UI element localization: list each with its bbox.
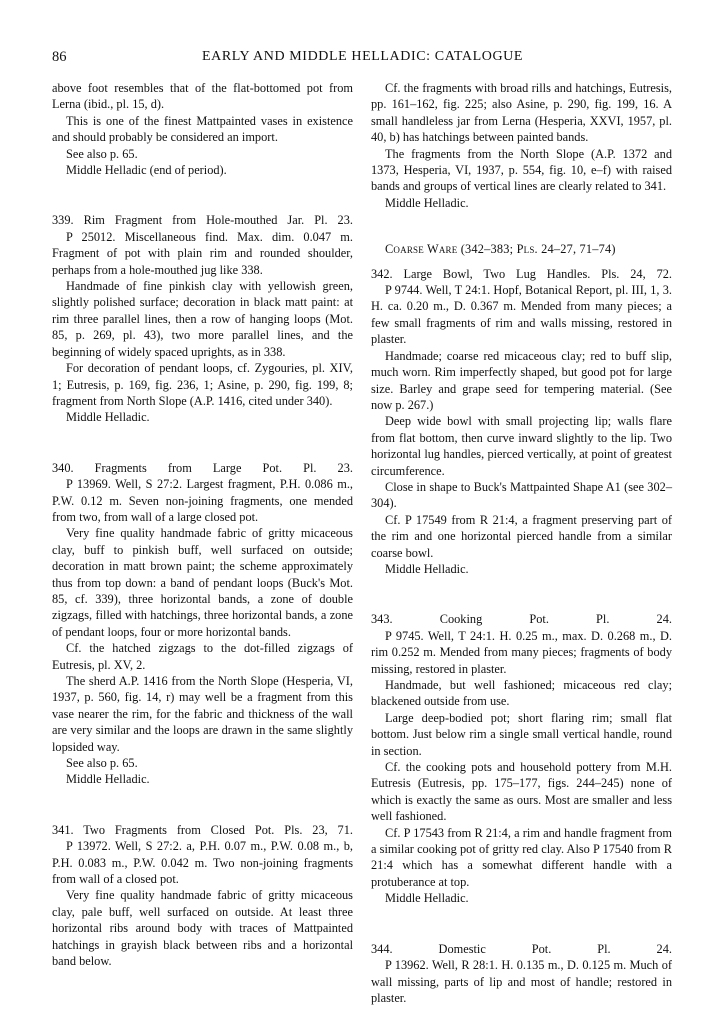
- paragraph: Very fine quality handmade fabric of gritty micaceous clay, pale buff, well surfaced on outside. At least three horizontal ribs around body with traces of Mattpainted hatchings in grayish black between ribs and a horizontal band below.: [52, 888, 353, 969]
- paragraph: Middle Helladic (end of period).: [66, 163, 227, 178]
- paragraph: Cf. P 17543 from R 21:4, a rim and handle fragment from a similar cooking pot of gritty red clay. Also P 17540 from R 21:4 which has a somewhat different handle with a protuberance at top.: [371, 825, 672, 889]
- paragraph: P 13962. Well, R 28:1. H. 0.135 m., D. 0.125 m. Much of wall missing, parts of lip and most of handle; restored in plaster.: [371, 958, 672, 1005]
- entry-heading-343: 343. Cooking Pot. Pl. 24.: [371, 612, 672, 627]
- paragraph: P 13972. Well, S 27:2. a, P.H. 0.07 m., P.W. 0.08 m., b, P.H. 0.083 m., P.W. 0.042 m. Two non-joining fragments from wall of a closed pot.: [52, 839, 353, 887]
- paragraph: Deep wide bowl with small projecting lip; walls flare from flat bottom, then curve inward slightly to the lip. Two horizontal lug handles, pierced vertically, at point of greatest circumference.: [371, 414, 672, 478]
- right-column: [371, 80, 672, 1006]
- paragraph: P 9744. Well, T 24:1. Hopf, Botanical Report, pl. III, 1, 3. H. ca. 0.20 m., D. 0.367 m. Mended from many pieces; a few small fragments of rim and walls missing, restored in plaster.: [371, 283, 672, 347]
- running-title: EARLY AND MIDDLE HELLADIC: CATALOGUE: [201, 49, 524, 64]
- paragraph: P 13969. Well, S 27:2. Largest fragment, P.H. 0.086 m., P.W. 0.12 m. Seven non-joining fragments, one mended from two, from wall of a large closed pot.: [52, 477, 353, 524]
- paragraph: Handmade; coarse red micaceous clay; red to buff slip, much worn. Rim imperfectly shaped, but good pot for large size. Barley and grape seed for tempering material. (See now p. 267.): [371, 348, 672, 412]
- paragraph: Cf. P 17549 from R 21:4, a fragment preserving part of the rim and one horizontal pierced handle from a similar coarse bowl.: [371, 512, 672, 560]
- paragraph: The fragments from the North Slope (A.P. 1372 and 1373, Hesperia, VI, 1937, p. 554, fig. 10, e–f) with raised bands and groups of vertical lines are clearly related to 341.: [371, 146, 672, 194]
- paragraph: Middle Helladic.: [385, 891, 469, 906]
- paragraph: For decoration of pendant loops, cf. Zygouries, pl. XIV, 1; Eutresis, p. 169, fig. 236, 1; Asine, p. 290, fig. 199, 8; fragment from North Slope (A.P. 1416, cited under 340).: [52, 361, 353, 408]
- paragraph: The sherd A.P. 1416 from the North Slope (Hesperia, VI, 1937, p. 560, fig. 14, r) may well be a fragment from this vase nearer the rim, for the fabric and thickness of the wall are very similar and the loops are drawn in the same slightly lopsided way.: [52, 674, 353, 754]
- paragraph: Handmade of fine pinkish clay with yellowish green, slightly polished surface; decoration in black matt paint: at rim three parallel lines, then a row of hanging loops (Mot. 85, p. 269, pl. 43), two more parallel lines, and the beginning of widely spaced uprights, as in 338.: [52, 279, 353, 359]
- running-header: [52, 49, 673, 69]
- paragraph: Handmade, but well fashioned; micaceous red clay; blackened outside from use.: [371, 678, 672, 709]
- paragraph: Middle Helladic.: [66, 772, 150, 787]
- paragraph: Middle Helladic.: [385, 195, 469, 210]
- paragraph: P 25012. Miscellaneous find. Max. dim. 0.047 m. Fragment of pot with plain rim and rounded shoulder, perhaps from a hole-mouthed jug like 338.: [52, 229, 353, 277]
- entry-heading-340: 340. Fragments from Large Pot. Pl. 23.: [52, 460, 353, 475]
- entry-heading-339: 339. Rim Fragment from Hole-mouthed Jar. Pl. 23.: [52, 213, 353, 228]
- paragraph: See also p. 65.: [66, 146, 138, 161]
- paragraph: P 9745. Well, T 24:1. H. 0.25 m., max. D. 0.268 m., D. rim 0.252 m. Mended from many pieces; fragments of body missing, restored in plaster.: [371, 628, 672, 676]
- paragraph: Cf. the cooking pots and household pottery from M.H. Eutresis (Eutresis, pp. 175–177, figs. 244–245) none of which is exactly the same as ours. Most are smaller and less well fashioned.: [371, 760, 672, 824]
- entry-heading-341: 341. Two Fragments from Closed Pot. Pls. 23, 71.: [52, 822, 353, 837]
- entry-heading-344: 344. Domestic Pot. Pl. 24.: [371, 941, 672, 956]
- paragraph: Middle Helladic.: [66, 410, 150, 425]
- left-column: [52, 80, 353, 970]
- paragraph: Large deep-bodied pot; short flaring rim; small flat bottom. Just below rim a single small vertical handle, round in section.: [371, 710, 672, 758]
- paragraph: above foot resembles that of the flat-bottomed pot from Lerna (ibid., pl. 15, d).: [52, 81, 353, 112]
- paragraph: Close in shape to Buck's Mattpainted Shape A1 (see 302–304).: [371, 479, 672, 511]
- entry-heading-342: 342. Large Bowl, Two Lug Handles. Pls. 24, 72.: [371, 266, 672, 281]
- paragraph: Middle Helladic.: [385, 561, 469, 576]
- paragraph: Very fine quality handmade fabric of gritty micaceous clay, buff to pinkish buff, well surfaced on outside; decoration in matt brown paint; the scheme approximately thus from top down: a band of pendant loops (Buck's Mot. 85, cf. 339), three horizontal bands, a zone of double zigzags, filled with hatchings, three horizontal bands, a zone of pendant loops, four or more horizontal bands.: [52, 526, 353, 639]
- page-number: 86: [52, 49, 67, 65]
- paragraph: Cf. the hatched zigzags to the dot-filled zigzags of Eutresis, pl. XV, 2.: [52, 641, 353, 672]
- paragraph: Cf. the fragments with broad rills and hatchings, Eutresis, pp. 161–162, fig. 225; also Asine, p. 290, fig. 199, 16. A small handleless jar from Lerna (Hesperia, XXVI, 1957, pl. 40, b) has hatchings between painted bands.: [371, 81, 672, 145]
- paragraph: See also p. 65.: [66, 756, 138, 771]
- section-heading: Coarse Ware (342–383; Pls. 24–27, 71–74): [385, 242, 616, 257]
- paragraph: This is one of the finest Mattpainted vases in existence and should probably be considered an import.: [52, 113, 353, 145]
